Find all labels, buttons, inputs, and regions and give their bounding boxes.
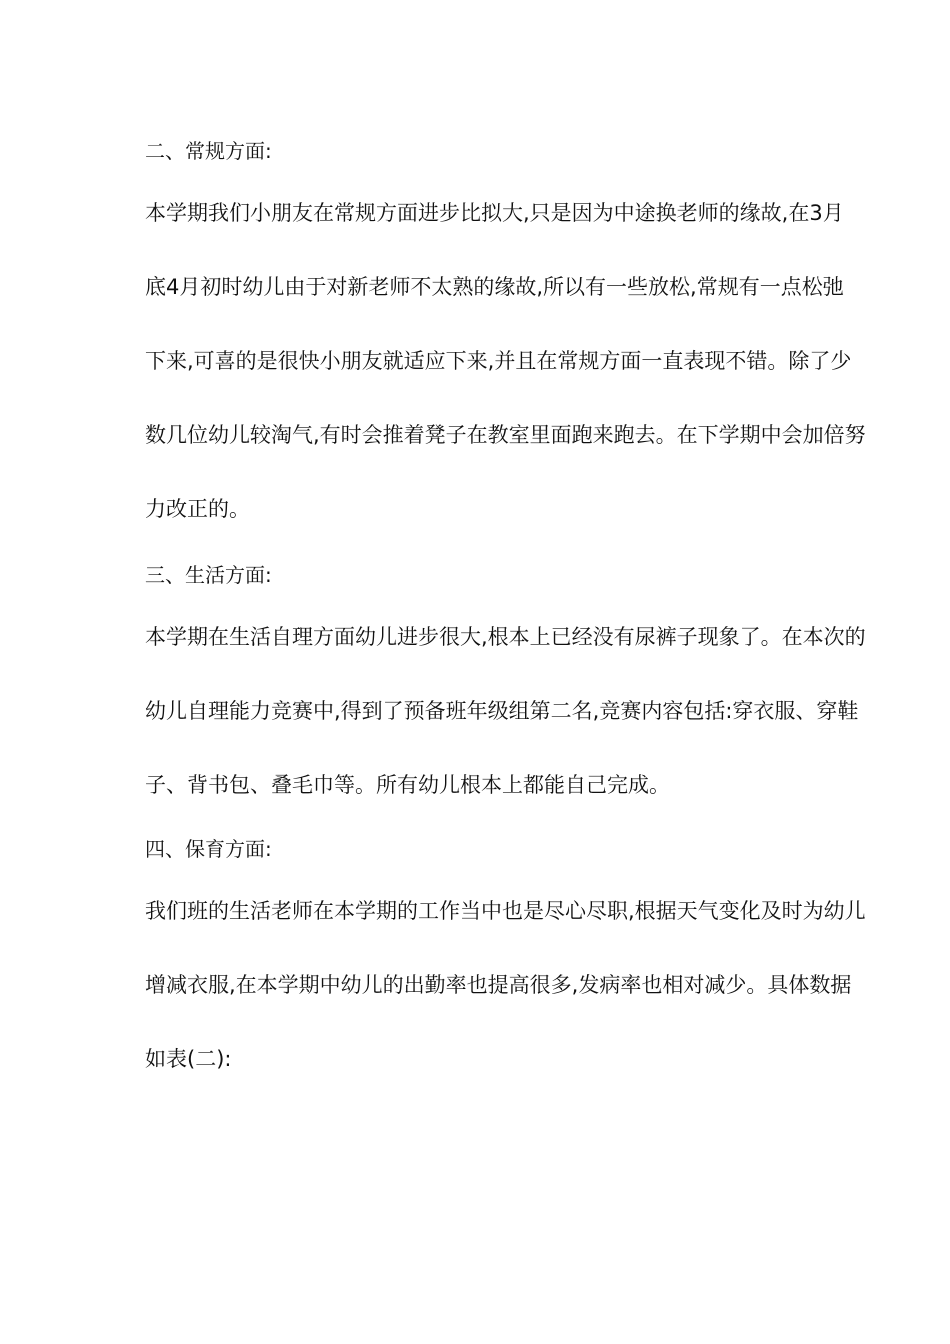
paragraph-line: 增减衣服,在本学期中幼儿的出勤率也提高很多,发病率也相对减少。具体数据 — [145, 973, 852, 997]
paragraph-line: 数几位幼儿较淘气,有时会推着凳子在教室里面跑来跑去。在下学期中会加倍努 — [145, 423, 866, 447]
paragraph-line: 本学期我们小朋友在常规方面进步比拟大,只是因为中途换老师的缘故,在3月 — [145, 201, 844, 225]
paragraph-line: 底4月初时幼儿由于对新老师不太熟的缘故,所以有一些放松,常规有一点松弛 — [145, 275, 844, 299]
paragraph-line: 如表(二): — [145, 1047, 232, 1071]
paragraph-line: 我们班的生活老师在本学期的工作当中也是尽心尽职,根据天气变化及时为幼儿 — [145, 899, 866, 923]
paragraph-line: 本学期在生活自理方面幼儿进步很大,根本上已经没有尿裤子现象了。在本次的 — [145, 625, 866, 649]
section-heading-living: 三、生活方面: — [145, 563, 272, 587]
paragraph-line: 下来,可喜的是很快小朋友就适应下来,并且在常规方面一直表现不错。除了少 — [145, 349, 852, 373]
section-heading-routine: 二、常规方面: — [145, 139, 272, 163]
section-heading-care: 四、保育方面: — [145, 837, 272, 861]
paragraph-line: 幼儿自理能力竞赛中,得到了预备班年级组第二名,竞赛内容包括:穿衣服、穿鞋 — [145, 699, 859, 723]
paragraph-line: 子、背书包、叠毛巾等。所有幼儿根本上都能自己完成。 — [145, 773, 670, 797]
paragraph-line: 力改正的。 — [145, 497, 250, 521]
